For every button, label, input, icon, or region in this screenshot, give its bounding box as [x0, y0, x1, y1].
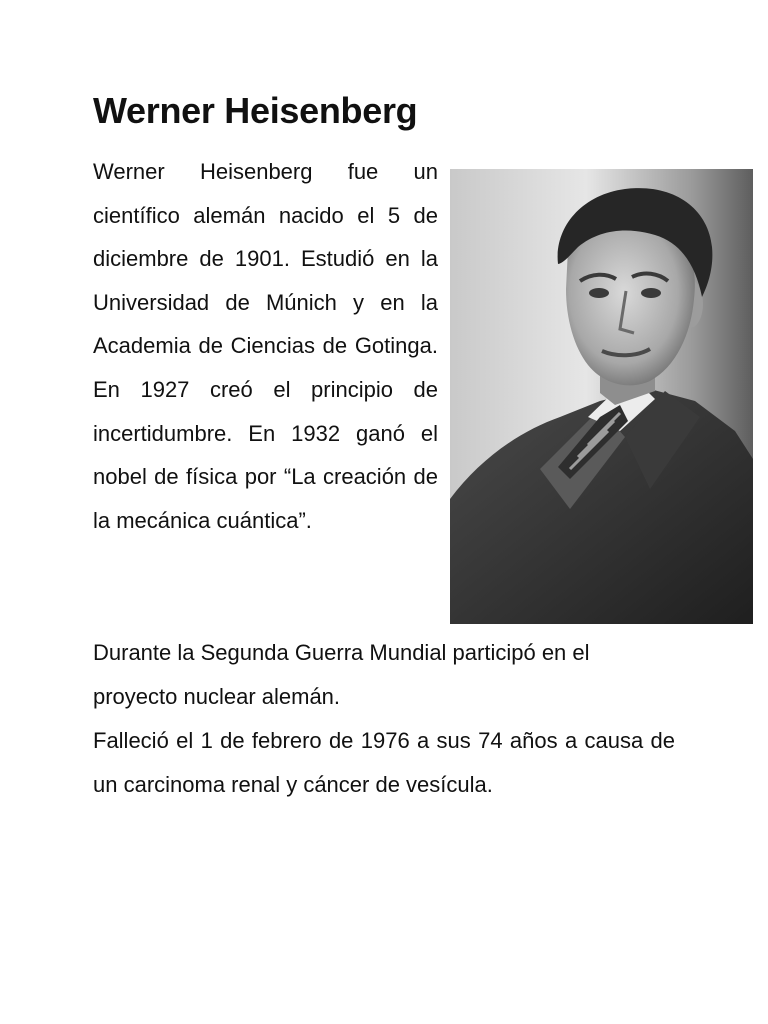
intro-paragraph: Werner Heisenberg fue un científico alemán nacido el 5 de diciembre de 1901. Estudió en la Universidad de Múnich y en la Academia de Ciencias de Gotinga. En 1927 creó el principio de incertidumbre. En 1932 ganó el nobel de física por “La creación de la mecánica cuántica”.: [93, 159, 438, 533]
death-paragraph: Falleció el 1 de febrero de 1976 a sus 74 años a causa de un carcinoma renal y cáncer de vesícula.: [93, 728, 675, 797]
portrait-photo: [450, 169, 753, 624]
war-paragraph: Durante la Segunda Guerra Mundial participó en el proyecto nuclear alemán.: [93, 640, 590, 709]
page-title: Werner Heisenberg: [93, 90, 418, 131]
